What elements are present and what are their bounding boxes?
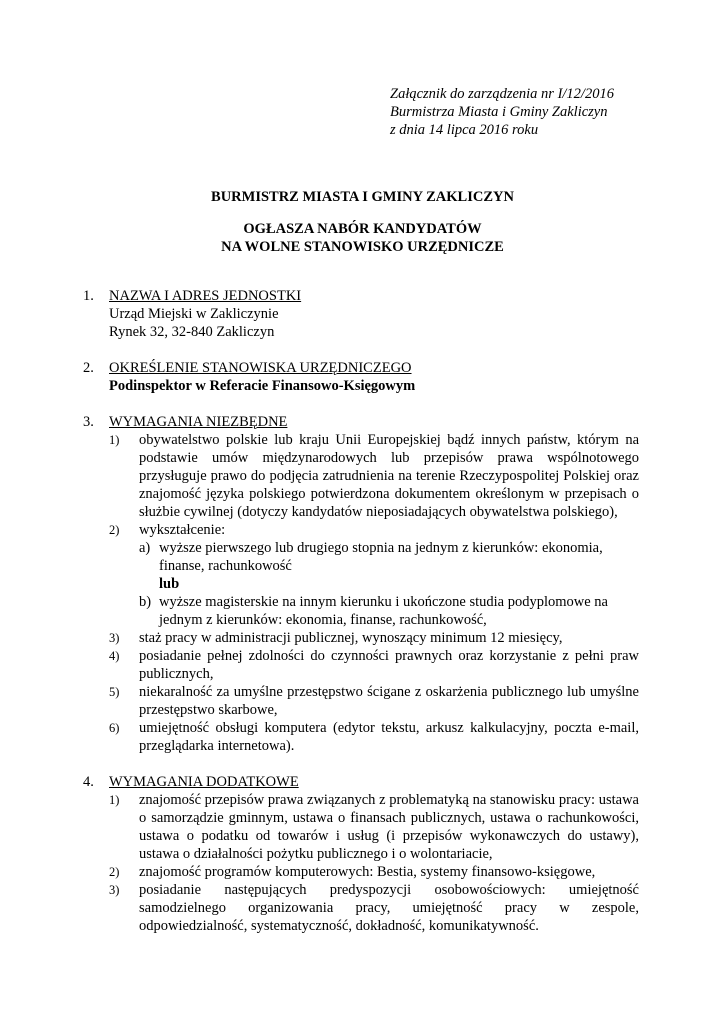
announcement-title-line: NA WOLNE STANOWISKO URZĘDNICZE <box>221 239 504 255</box>
position-name: Podinspektor w Referacie Finansowo-Księgowym <box>109 378 416 394</box>
section-required <box>83 413 639 755</box>
education-option <box>139 539 639 593</box>
section-title: OKREŚLENIE STANOWISKA URZĘDNICZEGO <box>109 360 412 376</box>
item-text: staż pracy w administracji publicznej, wynoszący minimum 12 miesięcy, <box>139 630 563 646</box>
item-number: 1) <box>109 433 120 447</box>
list-item <box>109 629 639 647</box>
list-item <box>109 683 639 719</box>
unit-name: Urząd Miejski w Zakliczynie <box>109 306 279 322</box>
section-title: WYMAGANIA DODATKOWE <box>109 774 299 790</box>
item-text: posiadanie następujących predyspozycji osobowościowych: umiejętność samodzielnego organizowania pracy, umiejętność pracy w zespole, odpowiedzialność, systematyczność, dokładność, komunikatywność. <box>139 882 639 934</box>
section-additional <box>83 773 639 935</box>
list-item <box>109 863 639 881</box>
item-number: 2) <box>109 865 120 879</box>
additional-requirements-list <box>109 791 639 935</box>
option-letter: a) <box>139 540 151 556</box>
option-text: wyższe magisterskie na innym kierunku i ukończone studia podyplomowe na jednym z kierunków: ekonomia, finanse, rachunkowość, <box>159 594 608 628</box>
list-item <box>109 719 639 755</box>
attachment-note-line: z dnia 14 lipca 2016 roku <box>390 122 539 138</box>
attachment-note <box>390 85 710 139</box>
item-text: wykształcenie: <box>139 522 226 538</box>
option-connector: lub <box>159 576 180 592</box>
requirements-list <box>109 431 639 755</box>
item-number: 3) <box>109 883 120 897</box>
option-letter: b) <box>139 594 152 610</box>
attachment-note-line: Burmistrza Miasta i Gminy Zakliczyn <box>390 104 608 120</box>
item-number: 1) <box>109 793 120 807</box>
item-text: znajomość przepisów prawa związanych z problematyką na stanowisku pracy: ustawa o samorządzie gminnym, ustawa o finansach publicznych, ustawa o rachunkowości, ustawa o podatku od towarów i usług (i przepisów wykonawczych do ustawy), ustawa o działalności pożytku publicznego i o wolontariacie, <box>139 792 639 862</box>
item-number: 6) <box>109 721 120 735</box>
item-text: niekaralność za umyślne przestępstwo ścigane z oskarżenia publicznego lub umyślne przestępstwo skarbowe, <box>139 684 639 718</box>
list-item <box>109 431 639 521</box>
item-number: 4) <box>109 649 120 663</box>
issuer-title: BURMISTRZ MIASTA I GMINY ZAKLICZYN <box>211 189 514 205</box>
document-title-block <box>0 188 725 256</box>
section-number: 1. <box>83 288 94 304</box>
list-item <box>109 881 639 935</box>
section-unit-address <box>83 287 639 341</box>
unit-address: Rynek 32, 32-840 Zakliczyn <box>109 324 275 340</box>
education-options <box>139 539 639 629</box>
announcement-title-line: OGŁASZA NABÓR KANDYDATÓW <box>243 221 482 237</box>
item-text: posiadanie pełnej zdolności do czynności prawnych oraz korzystanie z pełni praw publicznych, <box>139 648 639 682</box>
item-text: znajomość programów komputerowych: Bestia, systemy finansowo-księgowe, <box>139 864 596 880</box>
item-number: 5) <box>109 685 120 699</box>
list-item <box>109 521 639 629</box>
section-number: 4. <box>83 774 94 790</box>
section-title: NAZWA I ADRES JEDNOSTKI <box>109 288 302 304</box>
option-text: wyższe pierwszego lub drugiego stopnia na jednym z kierunków: ekonomia, finanse, rachunkowość <box>159 540 603 574</box>
sections-list <box>83 287 639 953</box>
attachment-note-line: Załącznik do zarządzenia nr I/12/2016 <box>390 86 614 102</box>
item-text: umiejętność obsługi komputera (edytor tekstu, arkusz kalkulacyjny, poczta e-mail, przeglądarka internetowa). <box>139 720 639 754</box>
section-number: 2. <box>83 360 94 376</box>
item-number: 2) <box>109 523 120 537</box>
item-number: 3) <box>109 631 120 645</box>
section-title: WYMAGANIA NIEZBĘDNE <box>109 414 288 430</box>
list-item <box>109 791 639 863</box>
education-option <box>139 593 639 629</box>
section-number: 3. <box>83 414 94 430</box>
list-item <box>109 647 639 683</box>
item-text: obywatelstwo polskie lub kraju Unii Europejskiej bądź innych państw, którym na podstawie umów międzynarodowych lub przepisów prawa wspólnotowego przysługuje prawo do podjęcia zatrudnienia na terenie Rzeczypospolitej Polskiej oraz znajomość języka polskiego potwierdzona dokumentem określonym w przepisach o służbie cywilnej (dotyczy kandydatów nieposiadających obywatelstwa polskiego), <box>139 432 639 520</box>
section-position <box>83 359 639 395</box>
